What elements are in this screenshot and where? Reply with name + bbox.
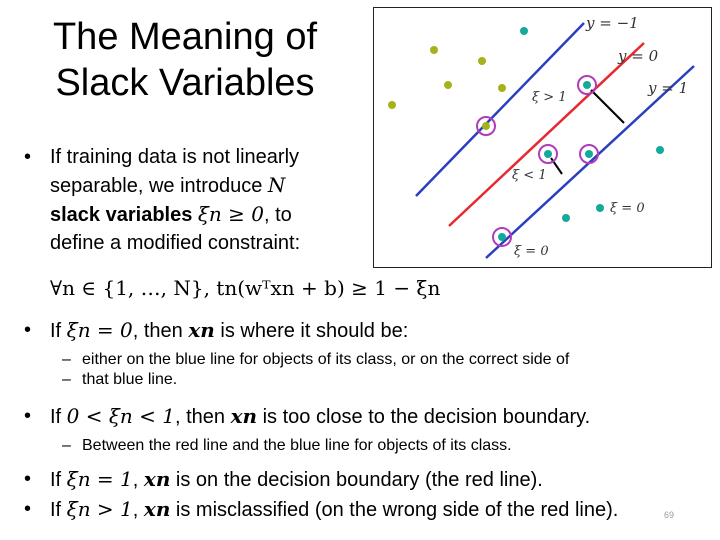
label-y-0: y = 0 — [618, 47, 659, 65]
subbullet-blue-line-line2 — [82, 370, 177, 390]
label-xi-lt1: ξ < 1 — [512, 168, 547, 183]
bullet-xi-zero-post: is where it should be: — [214, 320, 409, 342]
bullet-intro-line1 — [50, 143, 299, 171]
bullet-xi-gt-one-mid: , — [132, 500, 144, 520]
slide-title-line2: Slack Variables — [55, 62, 315, 104]
math-xi-eq1: ξn = 1 — [66, 467, 133, 491]
bullet-xi-between — [50, 402, 590, 431]
bullet-intro-text1: If training data is not linearly — [50, 146, 300, 168]
page-number: 69 — [664, 510, 675, 520]
bullet-xi-between-mid: , then — [174, 406, 231, 428]
bullet-intro-text3: , to — [263, 204, 292, 226]
math-xi-gt1: ξn > 1 — [66, 500, 133, 520]
math-xn: xn — [143, 500, 171, 520]
bullet-xi-between-post: is too close to the decision boundary. — [257, 406, 591, 428]
subbullet-between-text: Between the red line and the blue line for objects of its class. — [82, 437, 512, 454]
slide-title-line1: The Meaning of — [52, 16, 318, 58]
math-N: N — [267, 173, 286, 197]
bullet-intro-text2: separable, we introduce — [50, 175, 268, 197]
math-xn: xn — [188, 318, 215, 342]
math-xi-eq0: ξn = 0 — [66, 318, 133, 342]
bullet-xi-gt-one-pre: If — [50, 500, 67, 520]
bullet-xi-one-post: is on the decision boundary (the red line). — [170, 469, 543, 491]
bullet-xi-zero-pre: If — [50, 320, 67, 342]
label-y-1: y = 1 — [648, 79, 689, 97]
slack-variables-term: slack variables — [50, 204, 198, 226]
bullet-intro-text4: define a modified constraint: — [50, 232, 301, 254]
label-xi-0-right: ξ = 0 — [610, 201, 645, 216]
bullet-intro-line4 — [50, 229, 300, 257]
bullet-xi-one-pre: If — [50, 469, 67, 491]
bullet-xi-one — [50, 465, 543, 494]
bottom-clip-region — [0, 500, 720, 520]
subbullet-between-lines — [82, 436, 512, 456]
bullet-xi-gt-one-post: is misclassified (on the wrong side of the red line). — [170, 500, 619, 520]
label-xi-0-bottom: ξ = 0 — [514, 244, 549, 259]
math-xi-range: 0 < ξn < 1 — [66, 404, 175, 428]
math-xn: xn — [230, 404, 258, 428]
bullet-xi-zero — [50, 316, 408, 345]
bullet-xi-between-pre: If — [50, 406, 67, 428]
bullet-intro-line3 — [50, 200, 292, 229]
modified-constraint — [50, 274, 440, 302]
bullet-intro-line2 — [50, 171, 285, 200]
math-xi-nonneg: ξn ≥ 0 — [197, 202, 264, 226]
bullet-xi-one-mid: , — [132, 469, 144, 491]
label-y-neg1: y = −1 — [586, 14, 639, 32]
subbullet-blue-line-text1: either on the blue line for objects of its class, or on the correct side of — [82, 351, 570, 368]
bullet-xi-zero-mid: , then — [132, 320, 189, 342]
label-xi-gt1: ξ > 1 — [532, 90, 567, 105]
bullet-xi-gt-one — [50, 500, 618, 520]
constraint-formula: ∀n ∈ {1, …, N}, tn(wᵀxn + b) ≥ 1 − ξn — [50, 276, 441, 300]
subbullet-blue-line-text2: that blue line. — [82, 371, 178, 388]
subbullet-blue-line-line1 — [82, 350, 569, 370]
math-xn: xn — [143, 467, 171, 491]
